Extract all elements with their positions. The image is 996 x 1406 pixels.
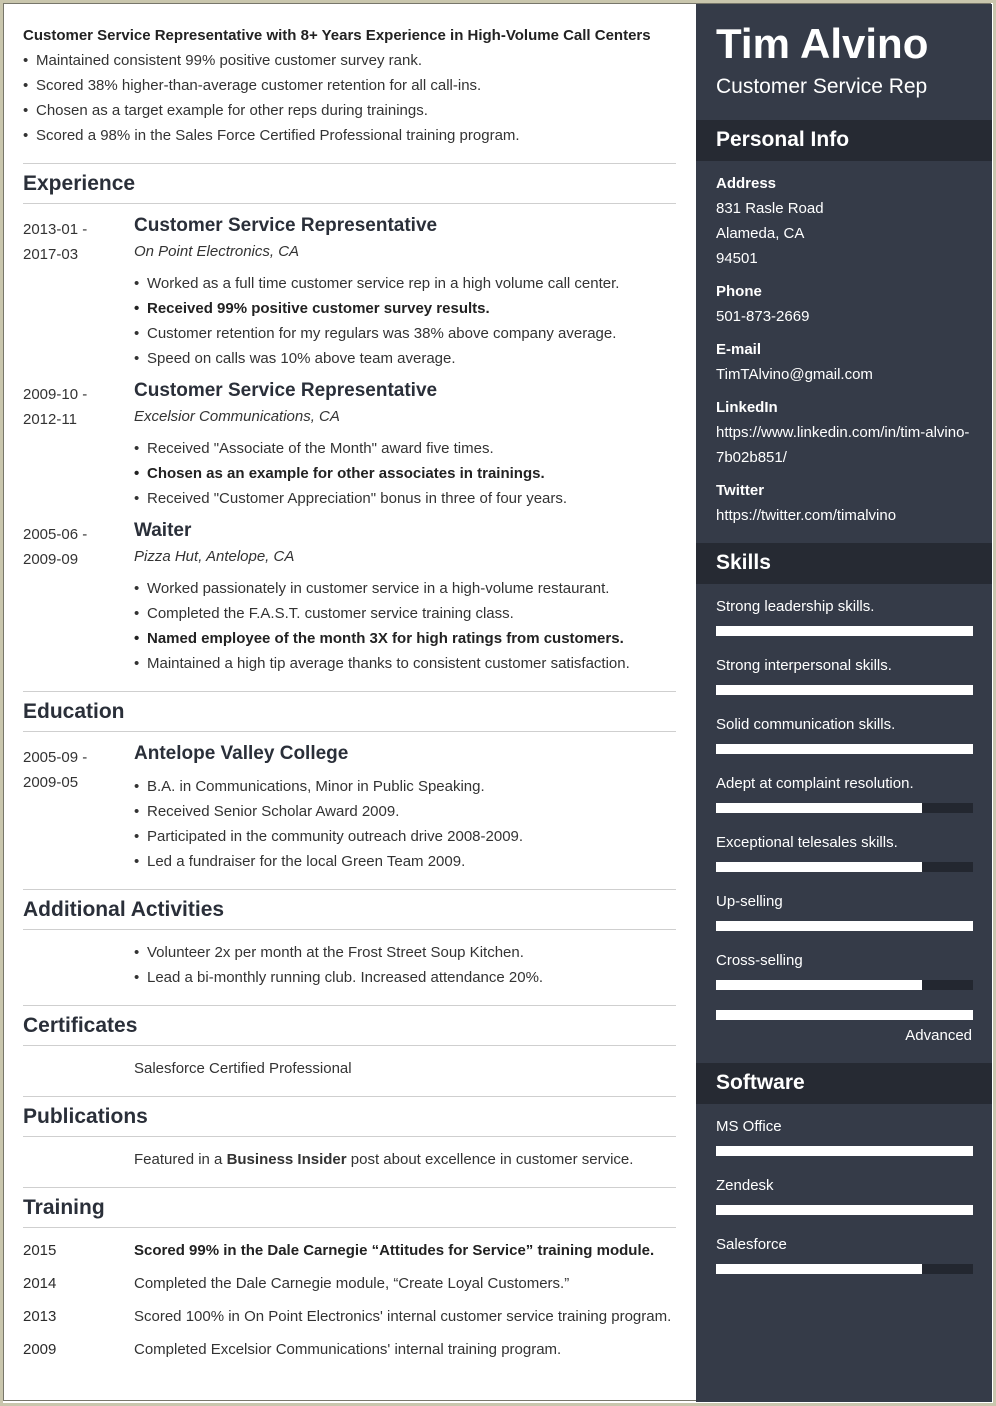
legend-bar-fill: [716, 1010, 973, 1020]
training-text: Completed the Dale Carnegie module, “Create Loyal Customers.”: [134, 1275, 570, 1292]
software-bar-fill: [716, 1264, 922, 1274]
software-bar-fill: [716, 1205, 973, 1215]
summary-title: Customer Service Representative with 8+ Years Experience in High-Volume Call Centers: [23, 27, 651, 44]
training-row: [23, 1341, 676, 1361]
skill-bar: [716, 744, 973, 754]
software-heading: Software: [716, 1071, 805, 1094]
software-label: MS Office: [716, 1118, 782, 1135]
publications-heading: Publications: [23, 1105, 148, 1128]
linkedin-line: 7b02b851/: [716, 449, 787, 466]
date-start: 2005-09 -: [23, 749, 88, 766]
personal-info-heading: Personal Info: [716, 128, 850, 151]
section-divider: [23, 1005, 676, 1006]
phone-value: 501-873-2669: [716, 308, 810, 325]
job-title: Customer Service Representative: [134, 380, 438, 401]
summary-bullet: • Scored 38% higher-than-average customer retention for all call-ins.: [23, 73, 520, 98]
phone-label: Phone: [716, 283, 762, 300]
twitter-label: Twitter: [716, 482, 765, 499]
skill-bar-fill: [716, 803, 922, 813]
training-row: [23, 1242, 676, 1262]
training-row: [23, 1308, 676, 1328]
job-bullet: • Maintained a high tip average thanks to consistent customer satisfaction.: [134, 651, 630, 676]
job-bullet: • Customer retention for my regulars was 38% above company average.: [134, 321, 619, 346]
job-title: Customer Service Representative: [134, 215, 438, 236]
email-label: E-mail: [716, 341, 762, 358]
skill-label: Strong leadership skills.: [716, 598, 875, 615]
job-bullets: [134, 271, 619, 371]
skill-label: Solid communication skills.: [716, 716, 896, 733]
job-bullets: [134, 436, 567, 511]
summary-bullet: • Chosen as a target example for other reps during trainings.: [23, 98, 520, 123]
email-value[interactable]: TimTAlvino@gmail.com: [716, 366, 873, 383]
training-text: Scored 100% in On Point Electronics' internal customer service training program.: [134, 1308, 672, 1325]
section-divider: [23, 1187, 676, 1188]
job-bullet: • Worked as a full time customer service rep in a high volume call center.: [134, 271, 619, 296]
activities-heading: Additional Activities: [23, 898, 225, 921]
education-dates: [23, 745, 123, 795]
section-divider: [23, 889, 676, 890]
job-bullet: • Speed on calls was 10% above team average.: [134, 346, 619, 371]
software-label: Salesforce: [716, 1236, 787, 1253]
skill-bar: [716, 862, 973, 872]
date-end: 2009-09: [23, 551, 79, 568]
section-divider: [23, 1136, 676, 1137]
software-bar-fill: [716, 1146, 973, 1156]
training-year: 2015: [23, 1242, 57, 1259]
address-value: [716, 196, 824, 271]
job-bullet: • Named employee of the month 3X for high ratings from customers.: [134, 626, 630, 651]
summary-bullet: • Maintained consistent 99% positive customer survey rank.: [23, 48, 520, 73]
section-divider: [23, 163, 676, 164]
address-line: 94501: [716, 250, 758, 267]
skill-bar: [716, 685, 973, 695]
date-start: 2009-10 -: [23, 386, 88, 403]
job-dates: [23, 382, 123, 432]
skill-bar-fill: [716, 744, 973, 754]
job-dates: [23, 522, 123, 572]
job-bullet: • Received 99% positive customer survey results.: [134, 296, 619, 321]
skill-label: Cross-selling: [716, 952, 803, 969]
skill-bar: [716, 803, 973, 813]
school-name: Antelope Valley College: [134, 743, 349, 764]
section-divider: [23, 1096, 676, 1097]
training-year: 2014: [23, 1275, 57, 1292]
activity-bullet: • Volunteer 2x per month at the Frost Street Soup Kitchen.: [134, 940, 543, 965]
skill-level-legend: Advanced: [905, 1027, 972, 1044]
skill-label: Exceptional telesales skills.: [716, 834, 898, 851]
education-bullet: • Led a fundraiser for the local Green Team 2009.: [134, 849, 523, 874]
job-bullet: • Completed the F.A.S.T. customer service training class.: [134, 601, 630, 626]
skill-bar-fill: [716, 685, 973, 695]
training-year: 2009: [23, 1341, 57, 1358]
linkedin-line: https://www.linkedin.com/in/tim-alvino-: [716, 424, 970, 441]
sidebar: [696, 4, 992, 1402]
address-line: Alameda, CA: [716, 225, 805, 242]
skills-header: [696, 543, 992, 584]
section-divider: [23, 691, 676, 692]
software-label: Zendesk: [716, 1177, 774, 1194]
education-bullet: • Participated in the community outreach drive 2008-2009.: [134, 824, 523, 849]
summary-bullet: • Scored a 98% in the Sales Force Certified Professional training program.: [23, 123, 520, 148]
skill-label: Up-selling: [716, 893, 783, 910]
education-bullets: [134, 774, 523, 874]
job-bullet: • Received "Customer Appreciation" bonus in three of four years.: [134, 486, 567, 511]
experience-heading: Experience: [23, 172, 136, 195]
legend-bar: [716, 1010, 973, 1020]
publication-outlet: Business Insider: [226, 1151, 347, 1168]
job-bullet: • Received "Associate of the Month" award five times.: [134, 436, 567, 461]
section-divider: [23, 929, 676, 930]
training-year: 2013: [23, 1308, 57, 1325]
training-heading: Training: [23, 1196, 105, 1219]
address-label: Address: [716, 175, 777, 192]
education-bullet: • Received Senior Scholar Award 2009.: [134, 799, 523, 824]
job-title: Waiter: [134, 520, 192, 541]
software-bar: [716, 1146, 973, 1156]
job-bullet: • Chosen as an example for other associates in trainings.: [134, 461, 567, 486]
skill-label: Adept at complaint resolution.: [716, 775, 914, 792]
section-divider: [23, 1045, 676, 1046]
skill-bar: [716, 626, 973, 636]
twitter-value[interactable]: https://twitter.com/timalvino: [716, 507, 897, 524]
date-end: 2017-03: [23, 246, 79, 263]
candidate-role: Customer Service Rep: [716, 75, 928, 98]
linkedin-label: LinkedIn: [716, 399, 778, 416]
education-heading: Education: [23, 700, 125, 723]
skill-bar-fill: [716, 980, 922, 990]
personal-info-header: [696, 120, 992, 161]
section-divider: [23, 731, 676, 732]
training-row: [23, 1275, 676, 1295]
activities-bullets: [134, 940, 543, 990]
job-company: Pizza Hut, Antelope, CA: [134, 548, 295, 565]
job-bullet: • Worked passionately in customer service in a high-volume restaurant.: [134, 576, 630, 601]
job-company: Excelsior Communications, CA: [134, 408, 340, 425]
training-text: Scored 99% in the Dale Carnegie “Attitudes for Service” training module.: [134, 1242, 655, 1259]
address-line: 831 Rasle Road: [716, 200, 824, 217]
job-company: On Point Electronics, CA: [134, 243, 300, 260]
skill-bar: [716, 980, 973, 990]
publication-text-after: post about excellence in customer service.: [346, 1151, 634, 1168]
activity-bullet: • Lead a bi-monthly running club. Increased attendance 20%.: [134, 965, 543, 990]
section-divider: [23, 203, 676, 204]
publication-text-before: Featured in a: [134, 1151, 227, 1168]
skill-label: Strong interpersonal skills.: [716, 657, 892, 674]
skill-bar-fill: [716, 921, 973, 931]
skills-heading: Skills: [716, 551, 771, 574]
education-bullet: • B.A. in Communications, Minor in Public Speaking.: [134, 774, 523, 799]
linkedin-value[interactable]: [716, 420, 969, 470]
training-text: Completed Excelsior Communications' internal training program.: [134, 1341, 562, 1358]
software-bar: [716, 1205, 973, 1215]
job-bullets: [134, 576, 630, 676]
software-header: [696, 1063, 992, 1104]
publication-item: [134, 1151, 633, 1168]
software-bar: [716, 1264, 973, 1274]
certificates-heading: Certificates: [23, 1014, 138, 1037]
date-start: 2013-01 -: [23, 221, 88, 238]
summary-list: [23, 48, 520, 148]
skill-bar: [716, 921, 973, 931]
job-dates: [23, 217, 123, 267]
date-end: 2009-05: [23, 774, 79, 791]
section-divider: [23, 1227, 676, 1228]
date-end: 2012-11: [23, 411, 77, 428]
candidate-name: Tim Alvino: [716, 20, 929, 67]
date-start: 2005-06 -: [23, 526, 88, 543]
skill-bar-fill: [716, 862, 922, 872]
skill-bar-fill: [716, 626, 973, 636]
certificate-item: Salesforce Certified Professional: [134, 1060, 352, 1077]
